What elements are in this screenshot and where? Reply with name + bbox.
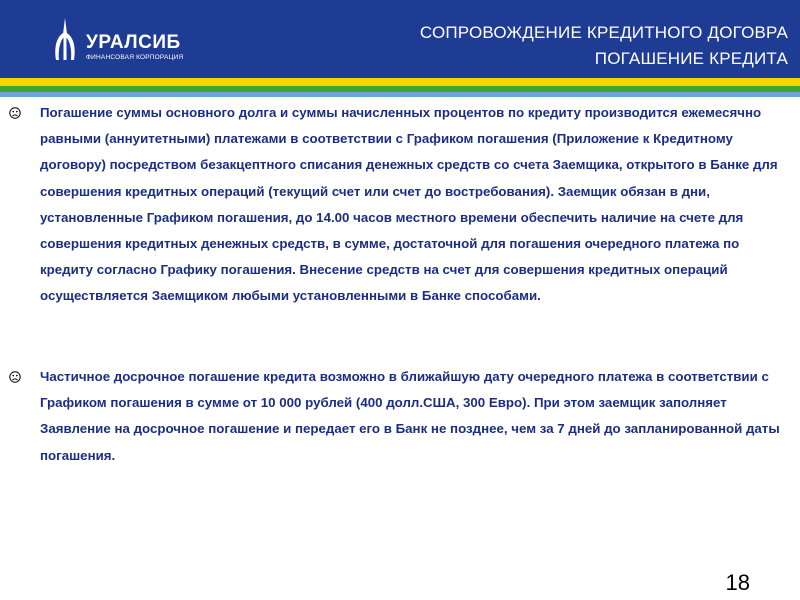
uralsib-emblem-icon xyxy=(52,18,78,62)
logo-name: УРАЛСИБ xyxy=(86,32,181,53)
bullet-text: Частичное досрочное погашение кредита возможно в ближайшую дату очередного платежа в соответствии с Графиком погашения в сумме от 10 000 рублей (400 долл.США, 300 Евро). При этом заемщик заполняет Заявление на досрочное погашение и передает его в Банк не позднее, чем за 7 дней до запланированной даты погашения. xyxy=(40,369,780,463)
sad-face-icon xyxy=(9,107,21,119)
bullet-text: Погашение суммы основного долга и суммы начисленных процентов по кредиту производится ежемесячно равными (аннуитетными) платежами в соответствии с Графиком погашения (Приложение к Кредитному договору) посредством безакцептного списания денежных средств со счета Заемщика, открытого в Банке для совершения кредитных операций (текущий счет или счет до востребования). Заемщик обязан в дни, установленные Графиком погашения, до 14.00 часов местного времени обеспечить наличие на счете для совершения кредитных денежных средств, в сумме, достаточной для погашения очередного платежа по кредиту согласно Графику погашения. Внесение средств на счет для совершения кредитных операций осуществляется Заемщиком любыми установленными в Банке способами. xyxy=(40,105,778,304)
page-number: 18 xyxy=(725,570,750,595)
header-bar xyxy=(0,0,800,78)
yellow-stripe xyxy=(0,78,800,86)
title-line-2: ПОГАШЕНИЕ КРЕДИТА xyxy=(594,49,788,68)
title-line-1: СОПРОВОЖДЕНИЕ КРЕДИТНОГО ДОГОВРА xyxy=(419,23,788,42)
slide-title xyxy=(420,20,788,72)
light-blue-stripe xyxy=(0,92,800,97)
uralsib-logo xyxy=(52,18,192,64)
logo-subtitle: ФИНАНСОВАЯ КОРПОРАЦИЯ xyxy=(86,54,184,61)
sad-face-icon xyxy=(9,371,21,383)
